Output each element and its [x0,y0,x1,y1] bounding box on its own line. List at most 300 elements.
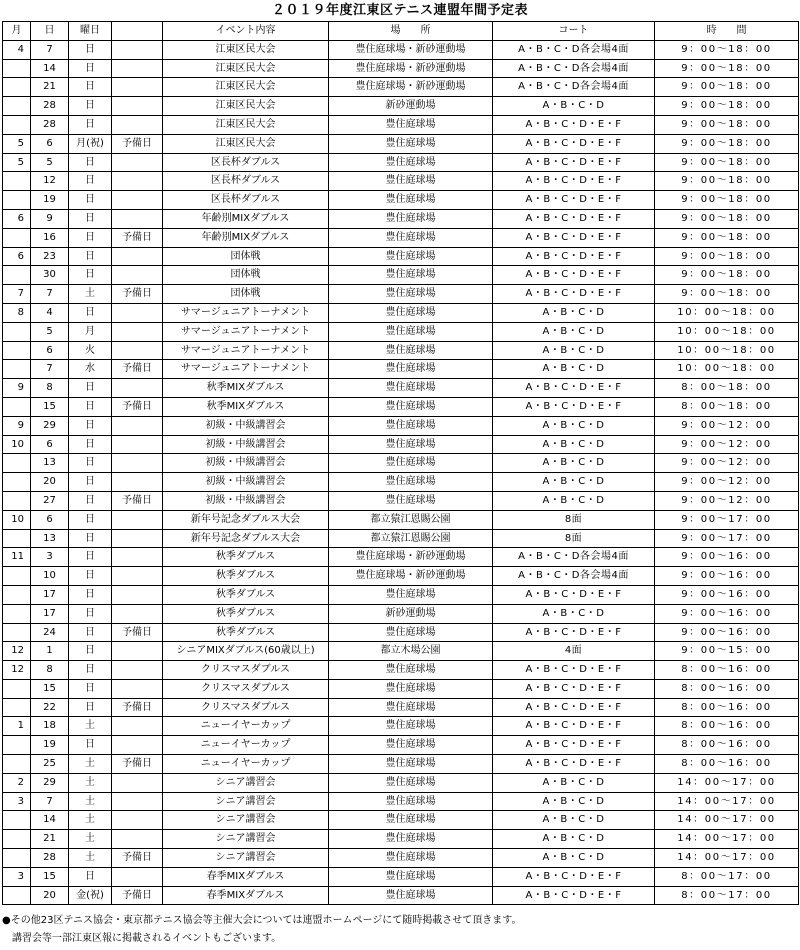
cell-weekday: 日 [69,379,112,398]
cell-court: A・B・C・D・E・F [493,755,655,774]
cell-location: 豊住庭球場 [329,830,493,849]
cell-weekday: 日 [69,303,112,322]
cell-month: 5 [3,153,31,172]
cell-event: 春季MIXダブルス [163,867,329,886]
cell-weekday: 日 [69,454,112,473]
cell-event: ニューイヤーカップ [163,717,329,736]
cell-location: 都立猿江恩賜公園 [329,529,493,548]
cell-event: 江東区民大会 [163,59,329,78]
cell-time: 9：00～18：00 [655,40,799,59]
cell-time: 9：00～12：00 [655,491,799,510]
table-row [3,679,799,698]
cell-time: 9：00～18：00 [655,285,799,304]
cell-time: 9：00～18：00 [655,59,799,78]
cell-location: 豊住庭球場 [329,228,493,247]
cell-court: A・B・C・D [493,491,655,510]
cell-day: 5 [31,322,69,341]
cell-month [3,473,31,492]
cell-weekday: 日 [69,585,112,604]
cell-note [112,604,163,623]
cell-day: 5 [31,153,69,172]
cell-weekday: 日 [69,491,112,510]
cell-location: 豊住庭球場・新砂運動場 [329,40,493,59]
cell-location: 豊住庭球場 [329,849,493,868]
cell-time: 8：00～17：00 [655,886,799,905]
table-row [3,717,799,736]
cell-location: 豊住庭球場・新砂運動場 [329,59,493,78]
cell-weekday: 日 [69,172,112,191]
cell-location: 豊住庭球場 [329,811,493,830]
cell-note [112,59,163,78]
cell-location: 豊住庭球場 [329,755,493,774]
cell-month [3,830,31,849]
cell-event: シニアMIXダブルス(60歳以上) [163,642,329,661]
cell-time: 9：00～18：00 [655,172,799,191]
cell-day: 7 [31,285,69,304]
table-row [3,473,799,492]
cell-time: 9：00～17：00 [655,510,799,529]
cell-day: 15 [31,397,69,416]
cell-day: 20 [31,886,69,905]
cell-weekday: 日 [69,567,112,586]
cell-location: 都立木場公園 [329,642,493,661]
cell-weekday: 日 [69,510,112,529]
table-row [3,698,799,717]
cell-location: 豊住庭球場 [329,247,493,266]
cell-note [112,792,163,811]
cell-court: A・B・C・D・E・F [493,209,655,228]
cell-weekday: 日 [69,78,112,97]
footnotes [2,912,798,948]
cell-note [112,867,163,886]
cell-weekday: 日 [69,97,112,116]
cell-weekday: 日 [69,548,112,567]
cell-location: 豊住庭球場 [329,473,493,492]
table-row [3,191,799,210]
cell-month: 9 [3,416,31,435]
cell-time: 9：00～18：00 [655,191,799,210]
cell-note: 予備日 [112,698,163,717]
cell-court: A・B・C・D各会場4面 [493,567,655,586]
cell-day: 28 [31,115,69,134]
cell-location: 豊住庭球場 [329,379,493,398]
cell-day: 27 [31,491,69,510]
cell-month [3,191,31,210]
cell-event: 新年号記念ダブルス大会 [163,510,329,529]
cell-court: A・B・C・D・E・F [493,266,655,285]
cell-note [112,548,163,567]
cell-note [112,736,163,755]
table-row [3,491,799,510]
cell-event: シニア講習会 [163,849,329,868]
schedule-body [3,40,799,905]
cell-event: 春季MIXダブルス [163,886,329,905]
cell-note [112,661,163,680]
cell-month [3,886,31,905]
cell-note [112,247,163,266]
table-row [3,379,799,398]
cell-event: クリスマスダブルス [163,698,329,717]
cell-court: A・B・C・D・E・F [493,247,655,266]
table-row [3,303,799,322]
cell-note [112,717,163,736]
cell-weekday: 日 [69,642,112,661]
cell-time: 10：00～18：00 [655,360,799,379]
cell-month [3,811,31,830]
cell-time: 14：00～17：00 [655,849,799,868]
cell-month: 10 [3,510,31,529]
cell-time: 9：00～16：00 [655,548,799,567]
table-row [3,97,799,116]
cell-weekday: 土 [69,849,112,868]
cell-court: A・B・C・D [493,811,655,830]
cell-month: 12 [3,661,31,680]
cell-weekday: 月(祝) [69,134,112,153]
cell-court: A・B・C・D・E・F [493,191,655,210]
table-row [3,209,799,228]
cell-event: 秋季ダブルス [163,604,329,623]
cell-note [112,454,163,473]
cell-note [112,529,163,548]
cell-court: A・B・C・D・E・F [493,153,655,172]
cell-time: 8：00～16：00 [655,717,799,736]
cell-court: A・B・C・D・E・F [493,886,655,905]
cell-time: 9：00～12：00 [655,435,799,454]
cell-day: 6 [31,134,69,153]
cell-court: 4面 [493,642,655,661]
cell-court: A・B・C・D [493,322,655,341]
cell-weekday: 日 [69,416,112,435]
cell-location: 豊住庭球場 [329,623,493,642]
cell-location: 豊住庭球場 [329,736,493,755]
cell-event: 区長杯ダブルス [163,153,329,172]
cell-court: A・B・C・D [493,473,655,492]
cell-time: 8：00～16：00 [655,679,799,698]
table-row [3,322,799,341]
cell-event: シニア講習会 [163,811,329,830]
cell-month: 5 [3,134,31,153]
cell-court: A・B・C・D [493,416,655,435]
cell-note: 予備日 [112,397,163,416]
cell-month [3,115,31,134]
cell-month: 4 [3,40,31,59]
cell-court: A・B・C・D [493,773,655,792]
header-event: イベント内容 [163,22,329,41]
cell-court: A・B・C・D・E・F [493,661,655,680]
cell-note: 予備日 [112,623,163,642]
cell-day: 17 [31,604,69,623]
cell-day: 13 [31,454,69,473]
cell-weekday: 日 [69,228,112,247]
table-row [3,40,799,59]
cell-day: 8 [31,379,69,398]
cell-day: 6 [31,510,69,529]
cell-note: 予備日 [112,228,163,247]
cell-day: 28 [31,97,69,116]
cell-event: シニア講習会 [163,830,329,849]
cell-location: 豊住庭球場 [329,209,493,228]
cell-event: サマージュニアトーナメント [163,303,329,322]
cell-note [112,78,163,97]
cell-day: 22 [31,698,69,717]
cell-day: 15 [31,679,69,698]
cell-day: 24 [31,623,69,642]
cell-note [112,266,163,285]
cell-note [112,773,163,792]
table-row [3,529,799,548]
cell-month: 12 [3,642,31,661]
cell-day: 13 [31,529,69,548]
cell-location: 豊住庭球場 [329,867,493,886]
cell-time: 9：00～18：00 [655,228,799,247]
cell-day: 8 [31,661,69,680]
table-row [3,886,799,905]
header-note [112,22,163,41]
cell-weekday: 日 [69,529,112,548]
cell-month [3,623,31,642]
cell-note [112,97,163,116]
cell-event: シニア講習会 [163,792,329,811]
table-row [3,548,799,567]
cell-location: 豊住庭球場 [329,191,493,210]
cell-event: 年齢別MIXダブルス [163,228,329,247]
cell-event: 初級・中級講習会 [163,491,329,510]
cell-court: A・B・C・D・E・F [493,172,655,191]
cell-day: 19 [31,191,69,210]
table-row [3,623,799,642]
cell-weekday: 日 [69,435,112,454]
cell-court: A・B・C・D各会場4面 [493,40,655,59]
cell-note [112,341,163,360]
cell-weekday: 日 [69,266,112,285]
cell-time: 10：00～18：00 [655,322,799,341]
cell-note [112,679,163,698]
cell-court: A・B・C・D [493,341,655,360]
cell-location: 豊住庭球場 [329,416,493,435]
cell-location: 豊住庭球場 [329,303,493,322]
cell-location: 豊住庭球場・新砂運動場 [329,78,493,97]
cell-day: 1 [31,642,69,661]
cell-note: 予備日 [112,849,163,868]
cell-month: 7 [3,285,31,304]
cell-weekday: 土 [69,717,112,736]
cell-weekday: 日 [69,115,112,134]
table-row [3,867,799,886]
cell-event: 秋季ダブルス [163,585,329,604]
cell-location: 豊住庭球場 [329,454,493,473]
cell-month: 3 [3,867,31,886]
cell-month [3,266,31,285]
cell-event: 初級・中級講習会 [163,454,329,473]
cell-note [112,322,163,341]
cell-time: 9：00～16：00 [655,585,799,604]
cell-court: A・B・C・D・E・F [493,228,655,247]
cell-month [3,397,31,416]
cell-day: 9 [31,209,69,228]
cell-court: A・B・C・D・E・F [493,623,655,642]
cell-weekday: 火 [69,341,112,360]
cell-event: サマージュニアトーナメント [163,322,329,341]
cell-weekday: 日 [69,623,112,642]
cell-location: 豊住庭球場 [329,266,493,285]
cell-event: 団体戦 [163,266,329,285]
cell-court: A・B・C・D [493,830,655,849]
table-row [3,567,799,586]
cell-month [3,529,31,548]
cell-note [112,811,163,830]
cell-weekday: 日 [69,153,112,172]
cell-month [3,736,31,755]
header-court: コート [493,22,655,41]
cell-weekday: 土 [69,773,112,792]
table-row [3,830,799,849]
cell-time: 8：00～18：00 [655,379,799,398]
schedule-table [2,21,799,905]
cell-day: 28 [31,849,69,868]
cell-time: 14：00～17：00 [655,830,799,849]
cell-day: 12 [31,172,69,191]
cell-month [3,491,31,510]
cell-weekday: 金(祝) [69,886,112,905]
cell-day: 15 [31,867,69,886]
cell-note: 予備日 [112,285,163,304]
cell-court: A・B・C・D [493,849,655,868]
cell-location: 豊住庭球場 [329,491,493,510]
cell-court: A・B・C・D [493,454,655,473]
cell-day: 4 [31,303,69,322]
cell-court: A・B・C・D各会場4面 [493,548,655,567]
cell-time: 8：00～18：00 [655,397,799,416]
cell-month [3,567,31,586]
cell-location: 都立猿江恩賜公園 [329,510,493,529]
cell-month: 1 [3,717,31,736]
cell-month: 2 [3,773,31,792]
cell-court: A・B・C・D・E・F [493,736,655,755]
cell-location: 豊住庭球場 [329,397,493,416]
cell-day: 14 [31,811,69,830]
cell-court: A・B・C・D・E・F [493,285,655,304]
cell-location: 豊住庭球場 [329,172,493,191]
cell-time: 9：00～18：00 [655,209,799,228]
cell-month [3,698,31,717]
cell-note [112,510,163,529]
cell-month: 3 [3,792,31,811]
cell-day: 29 [31,773,69,792]
cell-day: 29 [31,416,69,435]
cell-day: 7 [31,40,69,59]
cell-event: 江東区民大会 [163,78,329,97]
cell-weekday: 日 [69,397,112,416]
cell-note [112,191,163,210]
cell-court: A・B・C・D [493,303,655,322]
page-title: ２０１９年度江東区テニス連盟年間予定表 [272,3,528,18]
cell-court: A・B・C・D各会場4面 [493,78,655,97]
cell-note [112,567,163,586]
cell-location: 豊住庭球場 [329,792,493,811]
cell-month [3,172,31,191]
header-time: 時 間 [655,22,799,41]
cell-note [112,379,163,398]
table-row [3,792,799,811]
cell-event: サマージュニアトーナメント [163,360,329,379]
cell-time: 8：00～16：00 [655,736,799,755]
cell-court: A・B・C・D・E・F [493,134,655,153]
cell-time: 10：00～18：00 [655,341,799,360]
cell-location: 豊住庭球場 [329,585,493,604]
cell-weekday: 土 [69,811,112,830]
cell-time: 9：00～12：00 [655,473,799,492]
cell-note: 予備日 [112,134,163,153]
cell-weekday: 日 [69,604,112,623]
cell-location: 豊住庭球場 [329,886,493,905]
header-month: 月 [3,22,31,41]
cell-event: ニューイヤーカップ [163,736,329,755]
table-row [3,341,799,360]
cell-location: 豊住庭球場 [329,698,493,717]
cell-time: 9：00～17：00 [655,529,799,548]
cell-event: 初級・中級講習会 [163,435,329,454]
cell-event: 秋季MIXダブルス [163,397,329,416]
cell-time: 8：00～16：00 [655,755,799,774]
table-row [3,285,799,304]
cell-time: 14：00～17：00 [655,811,799,830]
cell-note [112,115,163,134]
cell-court: A・B・C・D・E・F [493,585,655,604]
cell-location: 豊住庭球場 [329,285,493,304]
cell-note: 予備日 [112,755,163,774]
cell-court: A・B・C・D各会場4面 [493,59,655,78]
cell-weekday: 日 [69,736,112,755]
table-row [3,247,799,266]
cell-note [112,303,163,322]
cell-location: 豊住庭球場 [329,679,493,698]
table-row [3,849,799,868]
cell-note [112,172,163,191]
cell-time: 8：00～16：00 [655,661,799,680]
cell-weekday: 水 [69,360,112,379]
cell-note [112,153,163,172]
cell-day: 25 [31,755,69,774]
cell-month [3,78,31,97]
cell-note: 予備日 [112,886,163,905]
cell-note [112,40,163,59]
cell-event: 秋季ダブルス [163,623,329,642]
cell-event: 年齢別MIXダブルス [163,209,329,228]
cell-time: 14：00～17：00 [655,792,799,811]
cell-time: 14：00～17：00 [655,773,799,792]
cell-month [3,755,31,774]
cell-month [3,228,31,247]
footnote-line: ●その他23区テニス協会・東京都テニス協会等主催大会については連盟ホームページにて随時掲載させて頂きます。 [2,915,522,926]
cell-location: 豊住庭球場 [329,115,493,134]
table-row [3,755,799,774]
cell-time: 9：00～18：00 [655,247,799,266]
table-row [3,266,799,285]
cell-event: 団体戦 [163,285,329,304]
cell-weekday: 日 [69,59,112,78]
cell-month [3,97,31,116]
cell-month: 9 [3,379,31,398]
cell-weekday: 日 [69,40,112,59]
table-row [3,736,799,755]
cell-time: 9：00～12：00 [655,416,799,435]
cell-weekday: 日 [69,473,112,492]
cell-weekday: 日 [69,661,112,680]
cell-event: 秋季MIXダブルス [163,379,329,398]
cell-day: 18 [31,717,69,736]
cell-month [3,849,31,868]
cell-month: 11 [3,548,31,567]
